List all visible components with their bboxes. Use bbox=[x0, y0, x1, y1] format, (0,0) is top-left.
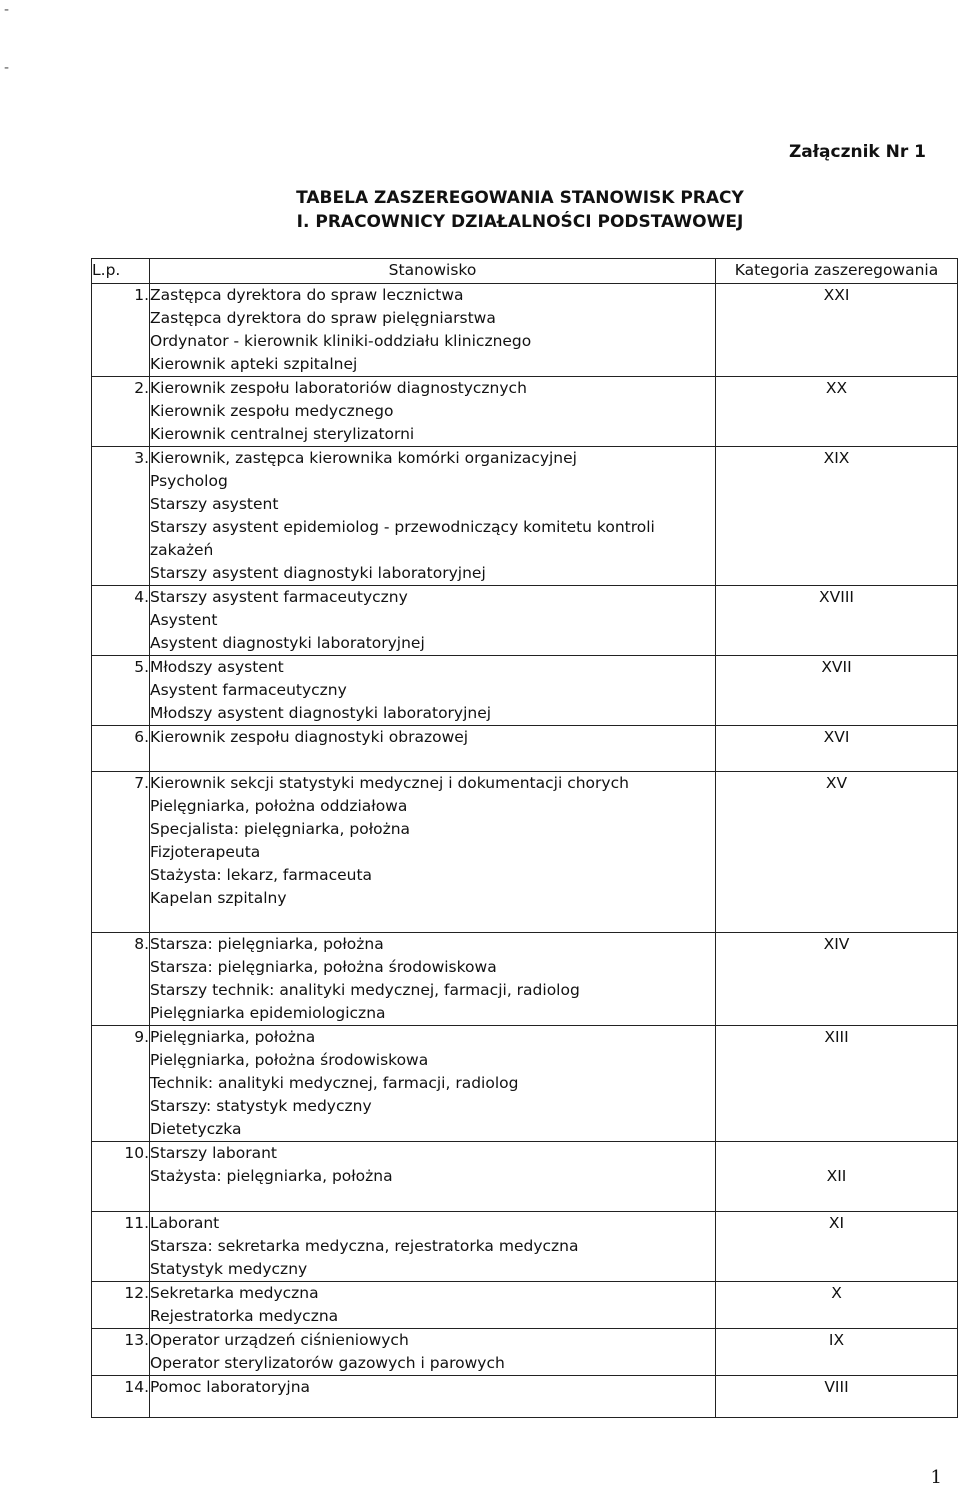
position-title: Starszy laborant bbox=[150, 1144, 277, 1162]
row-number: 7. bbox=[92, 772, 150, 933]
position-title: Operator sterylizatorów gazowych i parowych bbox=[150, 1354, 505, 1372]
document-subtitle: I. PRACOWNICY DZIAŁALNOŚCI PODSTAWOWEJ bbox=[296, 212, 744, 232]
table-row bbox=[92, 586, 958, 656]
column-header-category: Kategoria zaszeregowania bbox=[716, 259, 958, 284]
position-title: Starszy asystent diagnostyki laboratoryjnej bbox=[150, 564, 486, 582]
position-title: Starszy: statystyk medyczny bbox=[150, 1097, 372, 1115]
position-title: Kierownik centralnej sterylizatorni bbox=[150, 425, 415, 443]
row-number: 3. bbox=[92, 447, 150, 586]
annex-label: Załącznik Nr 1 bbox=[788, 142, 926, 162]
position-title: zakażeń bbox=[150, 541, 214, 559]
row-number: 9. bbox=[92, 1026, 150, 1142]
position-list bbox=[150, 447, 716, 586]
position-title: Kierownik, zastępca kierownika komórki organizacyjnej bbox=[150, 449, 577, 467]
position-title: Pomoc laboratoryjna bbox=[150, 1378, 311, 1396]
position-title: Kierownik zespołu laboratoriów diagnostycznych bbox=[150, 379, 527, 397]
position-title: Pielęgniarka, położna środowiskowa bbox=[150, 1051, 429, 1069]
position-title: Kierownik zespołu diagnostyki obrazowej bbox=[150, 728, 469, 746]
category-value: XV bbox=[716, 772, 958, 933]
column-header-lp: L.p. bbox=[92, 259, 150, 284]
table-row bbox=[92, 656, 958, 726]
category-value: XVII bbox=[716, 656, 958, 726]
position-title: Pielęgniarka, położna bbox=[150, 1028, 316, 1046]
category-value: XX bbox=[716, 377, 958, 447]
position-list bbox=[150, 772, 716, 933]
position-title: Stażysta: lekarz, farmaceuta bbox=[150, 866, 373, 884]
table-row bbox=[92, 447, 958, 586]
classification-table-container bbox=[91, 258, 957, 1396]
position-title: Młodszy asystent diagnostyki laboratoryjnej bbox=[150, 704, 492, 722]
document-title: TABELA ZASZEREGOWANIA STANOWISK PRACY bbox=[296, 188, 744, 208]
position-list bbox=[150, 1282, 716, 1329]
position-title: Asystent bbox=[150, 611, 218, 629]
position-title: Asystent diagnostyki laboratoryjnej bbox=[150, 634, 425, 652]
category-value: XIV bbox=[716, 933, 958, 1026]
position-list bbox=[150, 377, 716, 447]
position-title: Dietetyczka bbox=[150, 1120, 242, 1138]
position-list bbox=[150, 656, 716, 726]
row-number: 12. bbox=[92, 1282, 150, 1329]
position-list bbox=[150, 1142, 716, 1212]
position-title: Starsza: pielęgniarka, położna środowiskowa bbox=[150, 958, 497, 976]
table-row bbox=[92, 1329, 958, 1376]
position-title: Rejestratorka medyczna bbox=[150, 1307, 339, 1325]
table-row bbox=[92, 1142, 958, 1212]
position-title: Laborant bbox=[150, 1214, 220, 1232]
position-title: Technik: analityki medycznej, farmacji, radiolog bbox=[150, 1074, 519, 1092]
column-header-position: Stanowisko bbox=[150, 259, 716, 284]
row-number: 5. bbox=[92, 656, 150, 726]
position-title: Starsza: sekretarka medyczna, rejestratorka medyczna bbox=[150, 1237, 579, 1255]
position-title: Kierownik sekcji statystyki medycznej i dokumentacji chorych bbox=[150, 774, 629, 792]
table-header-row bbox=[92, 259, 958, 284]
position-list bbox=[150, 1026, 716, 1142]
position-title: Psycholog bbox=[150, 472, 228, 490]
position-title: Pielęgniarka, położna oddziałowa bbox=[150, 797, 408, 815]
category-value: XIX bbox=[716, 447, 958, 586]
position-title: Starszy asystent bbox=[150, 495, 279, 513]
scan-mark: - bbox=[4, 2, 10, 18]
category-value: XII bbox=[716, 1142, 958, 1212]
position-title: Kierownik zespołu medycznego bbox=[150, 402, 394, 420]
row-number: 6. bbox=[92, 726, 150, 772]
row-number: 10. bbox=[92, 1142, 150, 1212]
position-title: Operator urządzeń ciśnieniowych bbox=[150, 1331, 409, 1349]
category-value: XXI bbox=[716, 284, 958, 377]
position-title: Starszy asystent farmaceutyczny bbox=[150, 588, 408, 606]
position-title: Kapelan szpitalny bbox=[150, 889, 287, 907]
category-value: XIII bbox=[716, 1026, 958, 1142]
position-list bbox=[150, 933, 716, 1026]
position-title: Statystyk medyczny bbox=[150, 1260, 308, 1278]
table-row bbox=[92, 377, 958, 447]
position-title: Starsza: pielęgniarka, położna bbox=[150, 935, 384, 953]
position-list bbox=[150, 1212, 716, 1282]
table-row bbox=[92, 726, 958, 772]
page-number: 1 bbox=[930, 1467, 942, 1488]
row-number: 13. bbox=[92, 1329, 150, 1376]
scan-mark: - bbox=[4, 60, 10, 76]
row-number: 4. bbox=[92, 586, 150, 656]
category-value: X bbox=[716, 1282, 958, 1329]
classification-table bbox=[91, 258, 958, 1418]
position-title: Fizjoterapeuta bbox=[150, 843, 261, 861]
table-row bbox=[92, 1376, 958, 1418]
category-value: XVIII bbox=[716, 586, 958, 656]
position-list bbox=[150, 726, 716, 772]
position-title: Zastępca dyrektora do spraw lecznictwa bbox=[150, 286, 464, 304]
position-title: Pielęgniarka epidemiologiczna bbox=[150, 1004, 386, 1022]
row-number: 1. bbox=[92, 284, 150, 377]
table-row bbox=[92, 1212, 958, 1282]
position-list bbox=[150, 284, 716, 377]
position-title: Sekretarka medyczna bbox=[150, 1284, 319, 1302]
position-title: Asystent farmaceutyczny bbox=[150, 681, 347, 699]
position-title: Specjalista: pielęgniarka, położna bbox=[150, 820, 411, 838]
position-title: Zastępca dyrektora do spraw pielęgniarstwa bbox=[150, 309, 496, 327]
position-title: Stażysta: pielęgniarka, położna bbox=[150, 1167, 393, 1185]
position-list bbox=[150, 586, 716, 656]
category-value: IX bbox=[716, 1329, 958, 1376]
position-list bbox=[150, 1376, 716, 1418]
position-title: Kierownik apteki szpitalnej bbox=[150, 355, 358, 373]
row-number: 8. bbox=[92, 933, 150, 1026]
position-title: Starszy technik: analityki medycznej, farmacji, radiolog bbox=[150, 981, 580, 999]
table-row bbox=[92, 933, 958, 1026]
table-row bbox=[92, 284, 958, 377]
position-title: Młodszy asystent bbox=[150, 658, 284, 676]
table-row bbox=[92, 1282, 958, 1329]
position-title: Ordynator - kierownik kliniki-oddziału klinicznego bbox=[150, 332, 532, 350]
category-value: VIII bbox=[716, 1376, 958, 1418]
category-value: XI bbox=[716, 1212, 958, 1282]
row-number: 11. bbox=[92, 1212, 150, 1282]
position-title: Starszy asystent epidemiolog - przewodniczący komitetu kontroli bbox=[150, 518, 655, 536]
category-value: XVI bbox=[716, 726, 958, 772]
row-number: 14. bbox=[92, 1376, 150, 1418]
position-list bbox=[150, 1329, 716, 1376]
table-row bbox=[92, 1026, 958, 1142]
table-row bbox=[92, 772, 958, 933]
row-number: 2. bbox=[92, 377, 150, 447]
